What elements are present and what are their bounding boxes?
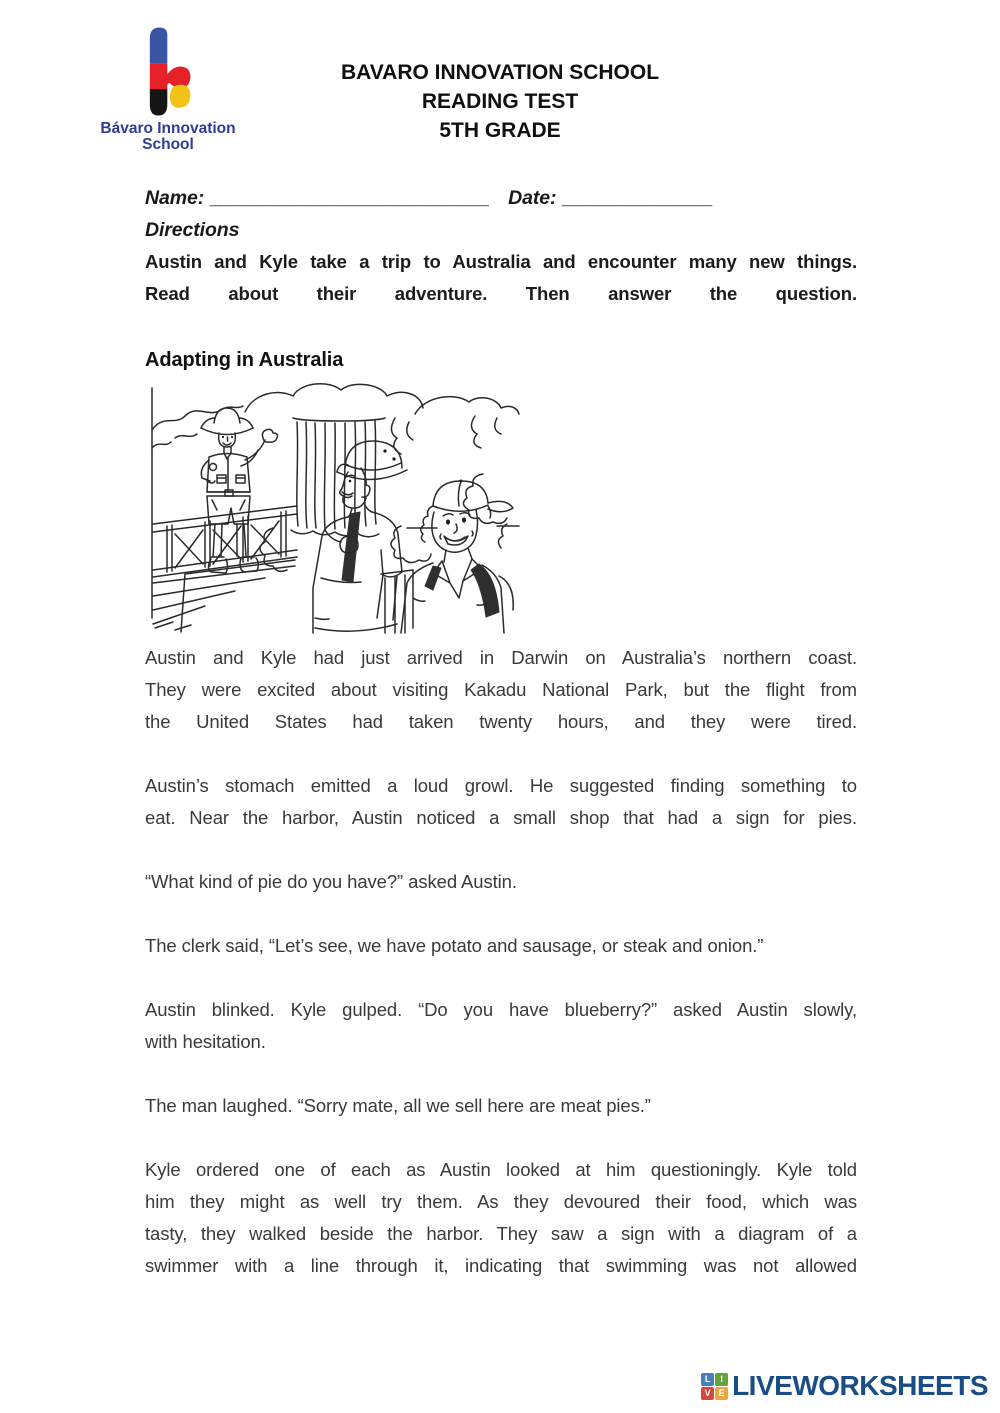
liveworksheets-wordmark: LIVEWORKSHEETS (732, 1370, 988, 1401)
liveworksheets-logo[interactable] (701, 1372, 988, 1400)
story-line: Austin’s stomach emitted a loud growl. He suggested finding something to (145, 775, 857, 796)
worksheet-content (145, 182, 857, 1314)
story-line: with hesitation. (145, 1031, 266, 1052)
directions-heading: Directions (145, 219, 240, 241)
school-name-line1: Bávaro Innovation (100, 120, 236, 137)
icon-letter-i: I (715, 1373, 728, 1386)
story-line: They were excited about visiting Kakadu National Park, but the flight from (145, 679, 857, 700)
header-test-name: READING TEST (421, 90, 579, 113)
story-paragraph (145, 994, 857, 1058)
story-paragraph (145, 1090, 857, 1122)
story-paragraph (145, 642, 857, 738)
story-illustration (145, 378, 523, 634)
story-paragraph (145, 866, 857, 898)
icon-letter-l: L (701, 1373, 714, 1386)
story-line: “What kind of pie do you have?” asked Austin. (145, 871, 517, 892)
story-paragraph (145, 930, 857, 962)
story-paragraph (145, 770, 857, 834)
school-name-line2: School (142, 136, 194, 153)
directions-paragraph (145, 246, 857, 310)
story-line: Austin blinked. Kyle gulped. “Do you have blueberry?” asked Austin slowly, (145, 999, 857, 1020)
header-grade: 5TH GRADE (439, 119, 561, 142)
icon-letter-v: V (701, 1387, 714, 1400)
header-school-name: BAVARO INNOVATION SCHOOL (340, 61, 660, 84)
name-date-line (145, 182, 857, 214)
story-line: him they might as well try them. As they devoured their food, which was (145, 1191, 857, 1212)
name-blank: __________________________ (209, 187, 489, 209)
story-line: the United States had taken twenty hours, and they were tired. (145, 711, 857, 732)
story-line: The clerk said, “Let’s see, we have potato and sausage, or steak and onion.” (145, 935, 764, 956)
story-line: swimmer with a line through it, indicating that swimming was not allowed (145, 1255, 857, 1276)
story-line: The man laughed. “Sorry mate, all we sell here are meat pies.” (145, 1095, 651, 1116)
story-line: Kyle ordered one of each as Austin looked at him questioningly. Kyle told (145, 1159, 857, 1180)
name-label: Name: (145, 187, 205, 209)
test-header (0, 58, 1000, 145)
date-label: Date: (508, 187, 557, 209)
story-line: eat. Near the harbor, Austin noticed a small shop that had a sign for pies. (145, 807, 857, 828)
directions-line: Read about their adventure. Then answer the question. (145, 283, 857, 304)
story-line: Austin and Kyle had just arrived in Darwin on Australia’s northern coast. (145, 647, 857, 668)
ranger-waterfall-boys-drawing (145, 378, 523, 634)
liveworksheets-icon (701, 1373, 728, 1400)
story-paragraph (145, 1154, 857, 1282)
date-blank: ______________ (561, 187, 713, 209)
story-title: Adapting in Australia (145, 349, 344, 371)
story-line: tasty, they walked beside the harbor. They saw a sign with a diagram of a (145, 1223, 857, 1244)
directions-line: Austin and Kyle take a trip to Australia and encounter many new things. (145, 251, 857, 272)
icon-letter-e: E (715, 1387, 728, 1400)
